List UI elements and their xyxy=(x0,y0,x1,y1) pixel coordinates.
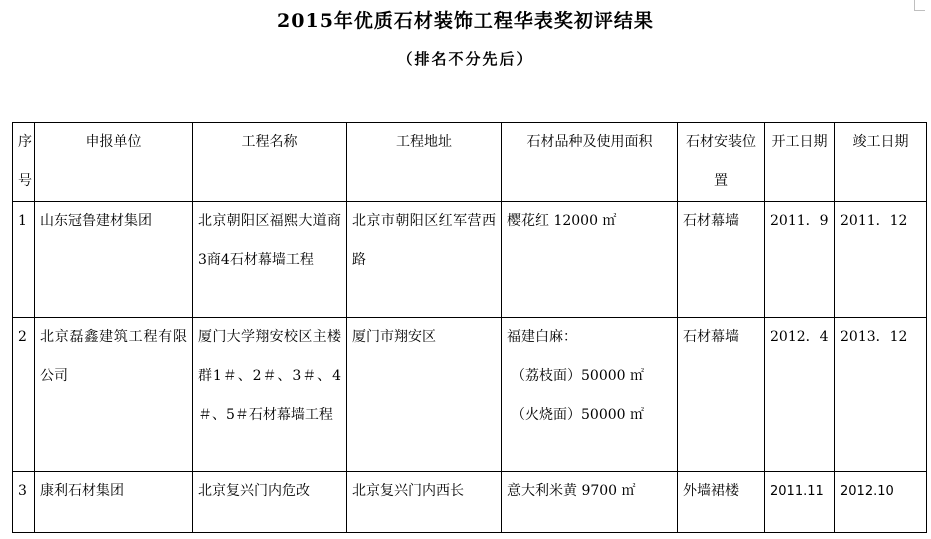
results-table xyxy=(12,122,927,533)
header-start: 开工日期 xyxy=(765,123,835,202)
table-header-row xyxy=(13,123,927,202)
row-unit: 北京磊鑫建筑工程有限公司 xyxy=(35,318,193,472)
row-start: 2011．9 xyxy=(765,202,835,318)
stone-line: 意大利米黄 9700 ㎡ xyxy=(507,483,636,499)
row-stone xyxy=(502,318,678,472)
row-finish: 2013．12 xyxy=(835,318,927,472)
stone-line: （荔枝面）50000 ㎡ xyxy=(511,368,644,384)
row-install: 石材幕墙 xyxy=(678,202,765,318)
row-unit: 山东冠鲁建材集团 xyxy=(35,202,193,318)
header-project: 工程名称 xyxy=(193,123,347,202)
row-finish: 2011．12 xyxy=(835,202,927,318)
row-address: 北京复兴门内西长 xyxy=(347,472,502,533)
header-unit: 申报单位 xyxy=(35,123,193,202)
stone-line: （火烧面）50000 ㎡ xyxy=(511,407,644,423)
row-install: 石材幕墙 xyxy=(678,318,765,472)
row-project: 北京朝阳区福熙大道商3商4石材幕墙工程 xyxy=(193,202,347,318)
row-project: 厦门大学翔安校区主楼群1＃、2＃、3＃、4＃、5＃石材幕墙工程 xyxy=(193,318,347,472)
table-row xyxy=(13,472,927,533)
row-stone xyxy=(502,202,678,318)
row-no: 3 xyxy=(13,472,35,533)
table-row xyxy=(13,202,927,318)
row-address: 北京市朝阳区红军营西路 xyxy=(347,202,502,318)
row-finish: 2012.10 xyxy=(835,472,927,533)
header-finish: 竣工日期 xyxy=(835,123,927,202)
header-stone: 石材品种及使用面积 xyxy=(502,123,678,202)
row-no: 2 xyxy=(13,318,35,472)
header-no: 序号 xyxy=(13,123,35,202)
header-install: 石材安装位置 xyxy=(678,123,765,202)
row-address: 厦门市翔安区 xyxy=(347,318,502,472)
header-address: 工程地址 xyxy=(347,123,502,202)
row-project: 北京复兴门内危改 xyxy=(193,472,347,533)
table-row xyxy=(13,318,927,472)
document-title: 2015年优质石材装饰工程华表奖初评结果 xyxy=(277,10,654,32)
row-start: 2011.11 xyxy=(765,472,835,533)
row-start: 2012．4 xyxy=(765,318,835,472)
row-unit: 康利石材集团 xyxy=(35,472,193,533)
row-stone xyxy=(502,472,678,533)
document-subtitle: （排名不分先后） xyxy=(397,50,534,68)
row-no: 1 xyxy=(13,202,35,318)
stone-line: 福建白麻： xyxy=(507,329,577,345)
stone-line: 樱花红 12000 ㎡ xyxy=(507,213,617,229)
row-install: 外墙裙楼 xyxy=(678,472,765,533)
